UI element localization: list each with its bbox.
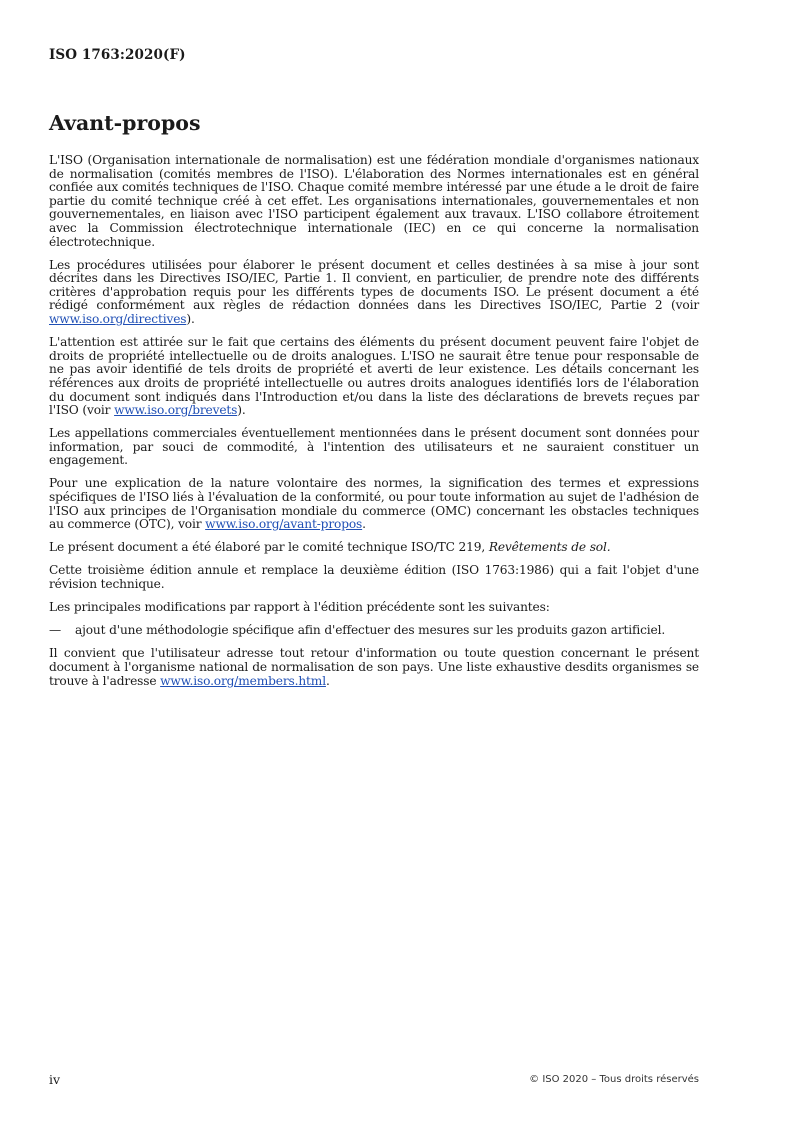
paragraph-end: .	[362, 517, 366, 532]
paragraph-end: .	[325, 673, 330, 688]
paragraph-iso-intro: L'ISO (Organisation internationale de normalisation) est une fédération mondiale d'organismes nationaux de normalisation (comités membres de l'ISO). L'élaboration des Normes internationales est en général confiée aux comités techniques de l'ISO. Chaque comité membre intéressé par une étude a le droit de faire partie du comité technique créé à cet effet. Les organisations internationales, gouvernementales et non gouvernementales, en liaison avec l'ISO participent également aux travaux. L'ISO collabore étroitement avec la Commission électrotechnique internationale (IEC) en ce qui concerne la normalisation électrotechnique.	[49, 153, 699, 249]
paragraph-trade-names: Les appellations commerciales éventuellement mentionnées dans le présent document sont données pour information, par souci de commodité, à l'intention des utilisateurs et ne sauraient constituer un engagement.	[49, 426, 699, 468]
paragraph-voluntary-nature	[49, 477, 699, 531]
brevets-link[interactable]: www.iso.org/brevets	[114, 403, 238, 418]
paragraph-patents	[49, 336, 699, 418]
paragraph-text: Le présent document a été élaboré par le comité technique ISO/TC 219,	[49, 540, 489, 555]
members-link[interactable]: www.iso.org/members.html	[160, 673, 326, 688]
list-item-text: ajout d'une méthodologie spécifique afin d'effectuer des mesures sur les produits gazon artificiel.	[75, 623, 666, 638]
avant-propos-link[interactable]: www.iso.org/avant-propos	[205, 517, 363, 532]
page-title: Avant-propos	[49, 111, 201, 135]
page-number: iv	[49, 1072, 61, 1087]
list-item	[49, 624, 699, 638]
copyright-notice: © ISO 2020 – Tous droits réservés	[529, 1074, 699, 1085]
paragraph-edition: Cette troisième édition annule et remplace la deuxième édition (ISO 1763:1986) qui a fait l'objet d'une révision technique.	[49, 563, 699, 592]
paragraph-text: Il convient que l'utilisateur adresse tout retour d'information ou toute question concernant le présent document à l'organisme national de normalisation de son pays. Une liste exhaustive desdits organismes se trouve à l'adresse	[49, 646, 699, 688]
document-id: ISO 1763:2020(F)	[49, 47, 186, 63]
paragraph-committee	[49, 541, 699, 555]
paragraph-feedback	[49, 647, 699, 688]
paragraph-text: Pour une explication de la nature volontaire des normes, la signification des termes et expressions spécifiques de l'ISO liés à l'évaluation de la conformité, ou pour toute information au sujet de l'adhésion de l'ISO aux principes de l'Organisation mondiale du commerce (OMC) concernant les obstacles techniques au commerce (OTC), voir	[49, 476, 699, 532]
paragraph-end: ).	[186, 312, 195, 327]
paragraph-end: ).	[237, 403, 246, 418]
directives-link[interactable]: www.iso.org/directives	[49, 312, 187, 327]
paragraph-changes-intro: Les principales modifications par rapport à l'édition précédente sont les suivantes:	[49, 600, 550, 615]
dash-bullet: —	[49, 623, 62, 638]
paragraph-procedures	[49, 259, 699, 327]
foreword-body	[49, 154, 699, 698]
committee-name: Revêtements de sol.	[488, 540, 611, 555]
paragraph-text: Les procédures utilisées pour élaborer le présent document et celles destinées à sa mise à jour sont décrites dans les Directives ISO/IEC, Partie 1. Il convient, en particulier, de prendre note des différents critères d'approbation requis pour les différents types de documents ISO. Le présent document a été rédigé conformément aux règles de rédaction données dans les Directives ISO/IEC, Partie 2 (voir	[49, 257, 699, 313]
paragraph-text: L'attention est attirée sur le fait que certains des éléments du présent document peuvent faire l'objet de droits de propriété intellectuelle ou de droits analogues. L'ISO ne saurait être tenue pour responsable de ne pas avoir identifié de tels droits de propriété et averti de leur existence. Les détails concernant les références aux droits de propriété intellectuelle ou autres droits analogues identifiés lors de l'élaboration du document sont indiqués dans l'Introduction et/ou dans la liste des déclarations de brevets reçues par l'ISO (voir	[49, 335, 699, 418]
